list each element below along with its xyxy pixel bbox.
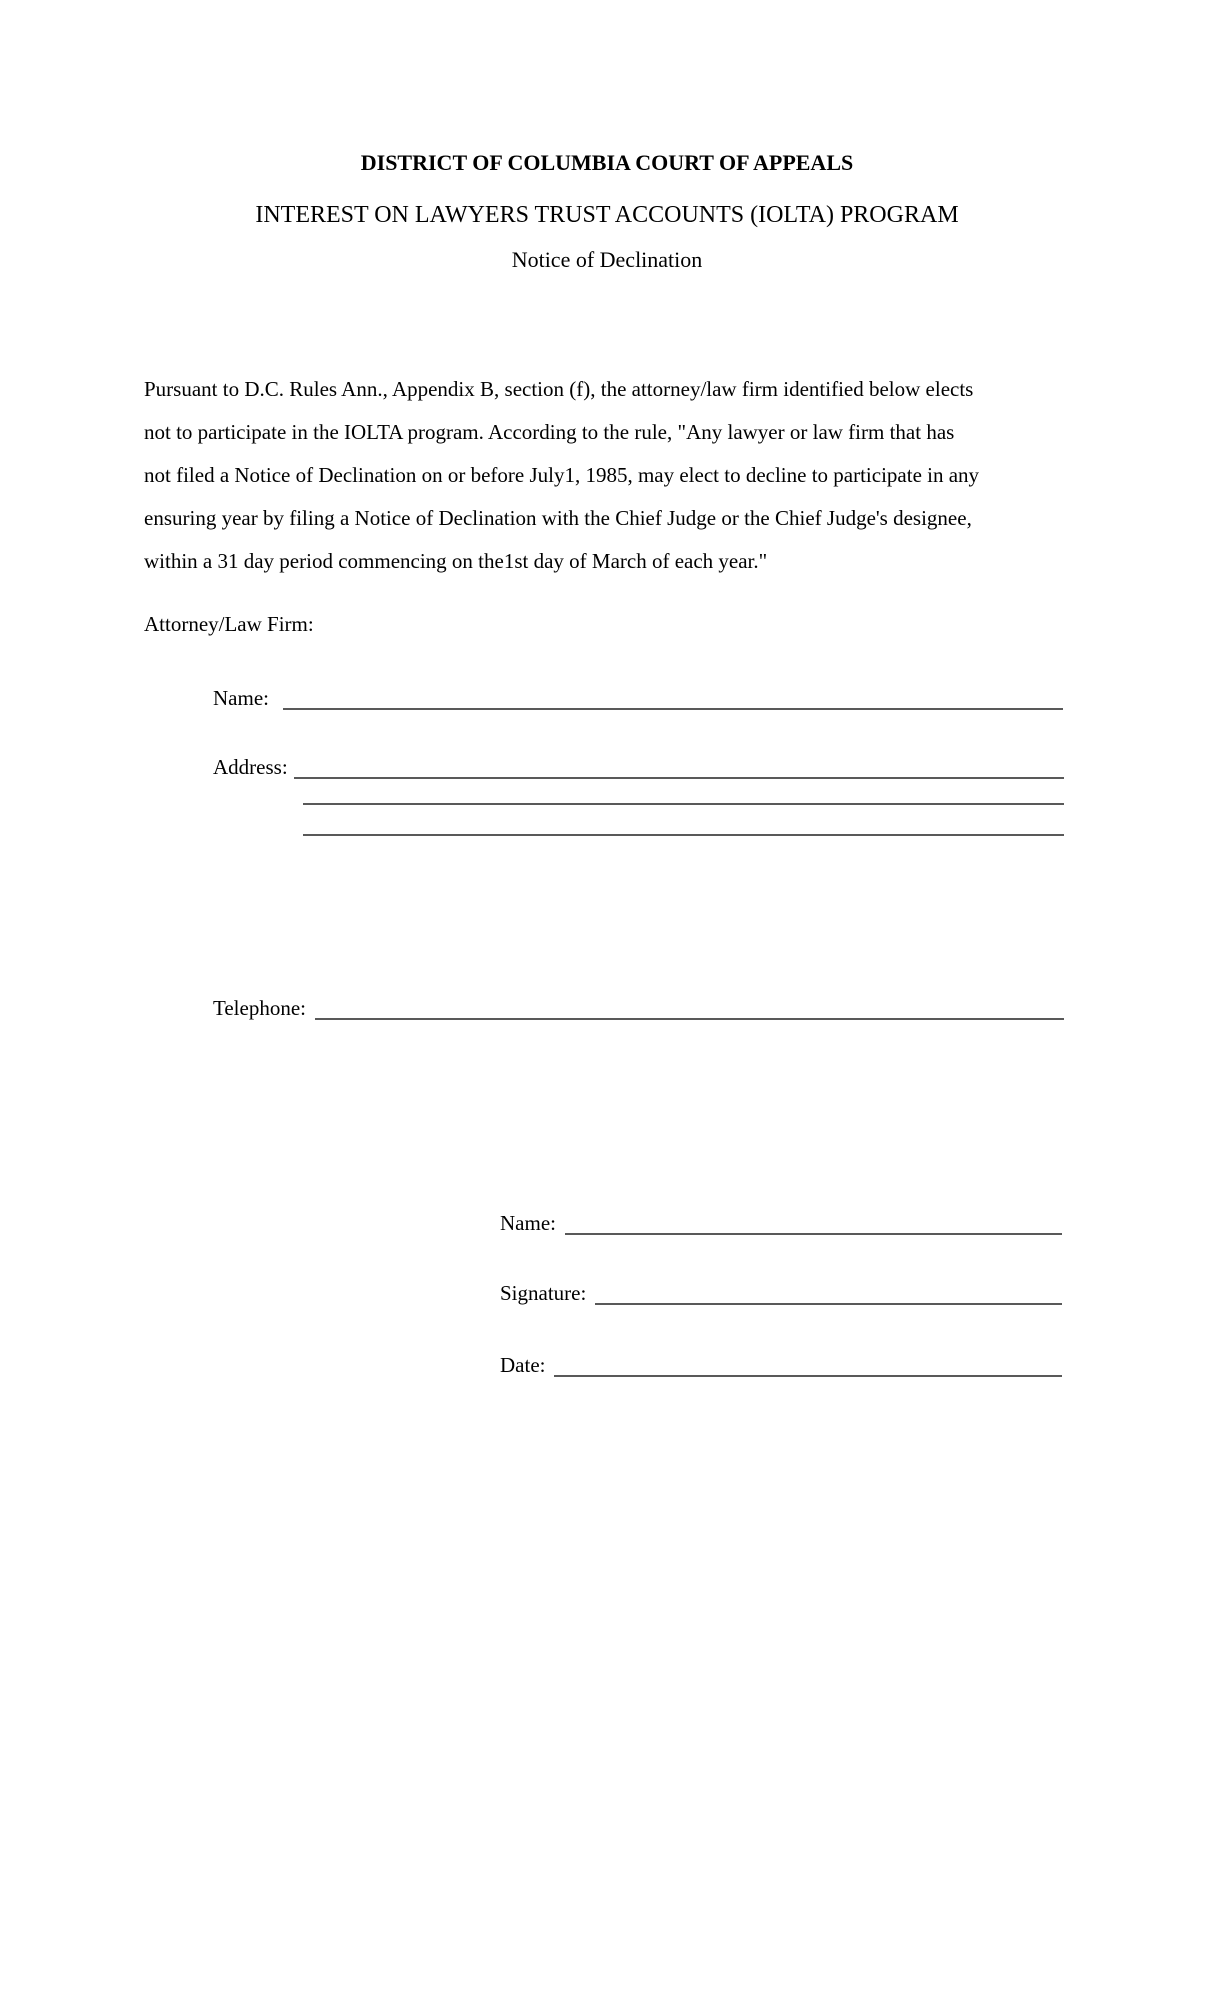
paragraph-line: within a 31 day period commencing on the1st day of March of each year." xyxy=(144,549,768,573)
program-title: INTEREST ON LAWYERS TRUST ACCOUNTS (IOLTA) PROGRAM xyxy=(255,202,959,228)
date-field-line[interactable] xyxy=(554,1375,1062,1377)
signature-label: Signature: xyxy=(500,1281,587,1305)
paragraph-line: ensuring year by filing a Notice of Declination with the Chief Judge or the Chief Judge's designee, xyxy=(144,506,972,530)
attorney-address-row xyxy=(213,755,1064,779)
form-title: Notice of Declination xyxy=(511,247,703,272)
paragraph-line: not to participate in the IOLTA program. According to the rule, "Any lawyer or law firm that has xyxy=(144,420,955,444)
attorney-address-field-line-1[interactable] xyxy=(294,777,1064,779)
attorney-telephone-field-line[interactable] xyxy=(315,1018,1064,1020)
paragraph-line: not filed a Notice of Declination on or before July1, 1985, may elect to decline to participate in any xyxy=(144,463,980,487)
attorney-name-label: Name: xyxy=(213,686,269,710)
attorney-section-heading: Attorney/Law Firm: xyxy=(144,612,314,636)
court-title: DISTRICT OF COLUMBIA COURT OF APPEALS xyxy=(360,150,854,175)
attorney-telephone-label: Telephone: xyxy=(213,996,306,1020)
attorney-name-field-line[interactable] xyxy=(283,708,1063,710)
intro-paragraph xyxy=(144,368,1104,583)
date-row xyxy=(500,1353,1062,1377)
attorney-address-field-line-3[interactable] xyxy=(303,834,1064,836)
date-label: Date: xyxy=(500,1353,546,1377)
attorney-address-label: Address: xyxy=(213,755,288,779)
signature-field-line[interactable] xyxy=(595,1303,1062,1305)
attorney-address-field-line-2[interactable] xyxy=(303,803,1064,805)
attorney-telephone-row xyxy=(213,996,1064,1020)
signer-name-field-line[interactable] xyxy=(565,1233,1062,1235)
attorney-name-row xyxy=(213,686,1063,710)
signer-name-label: Name: xyxy=(500,1211,556,1235)
signature-row xyxy=(500,1281,1062,1305)
signer-name-row xyxy=(500,1211,1062,1235)
paragraph-line: Pursuant to D.C. Rules Ann., Appendix B, section (f), the attorney/law firm identified below elects xyxy=(144,377,974,401)
